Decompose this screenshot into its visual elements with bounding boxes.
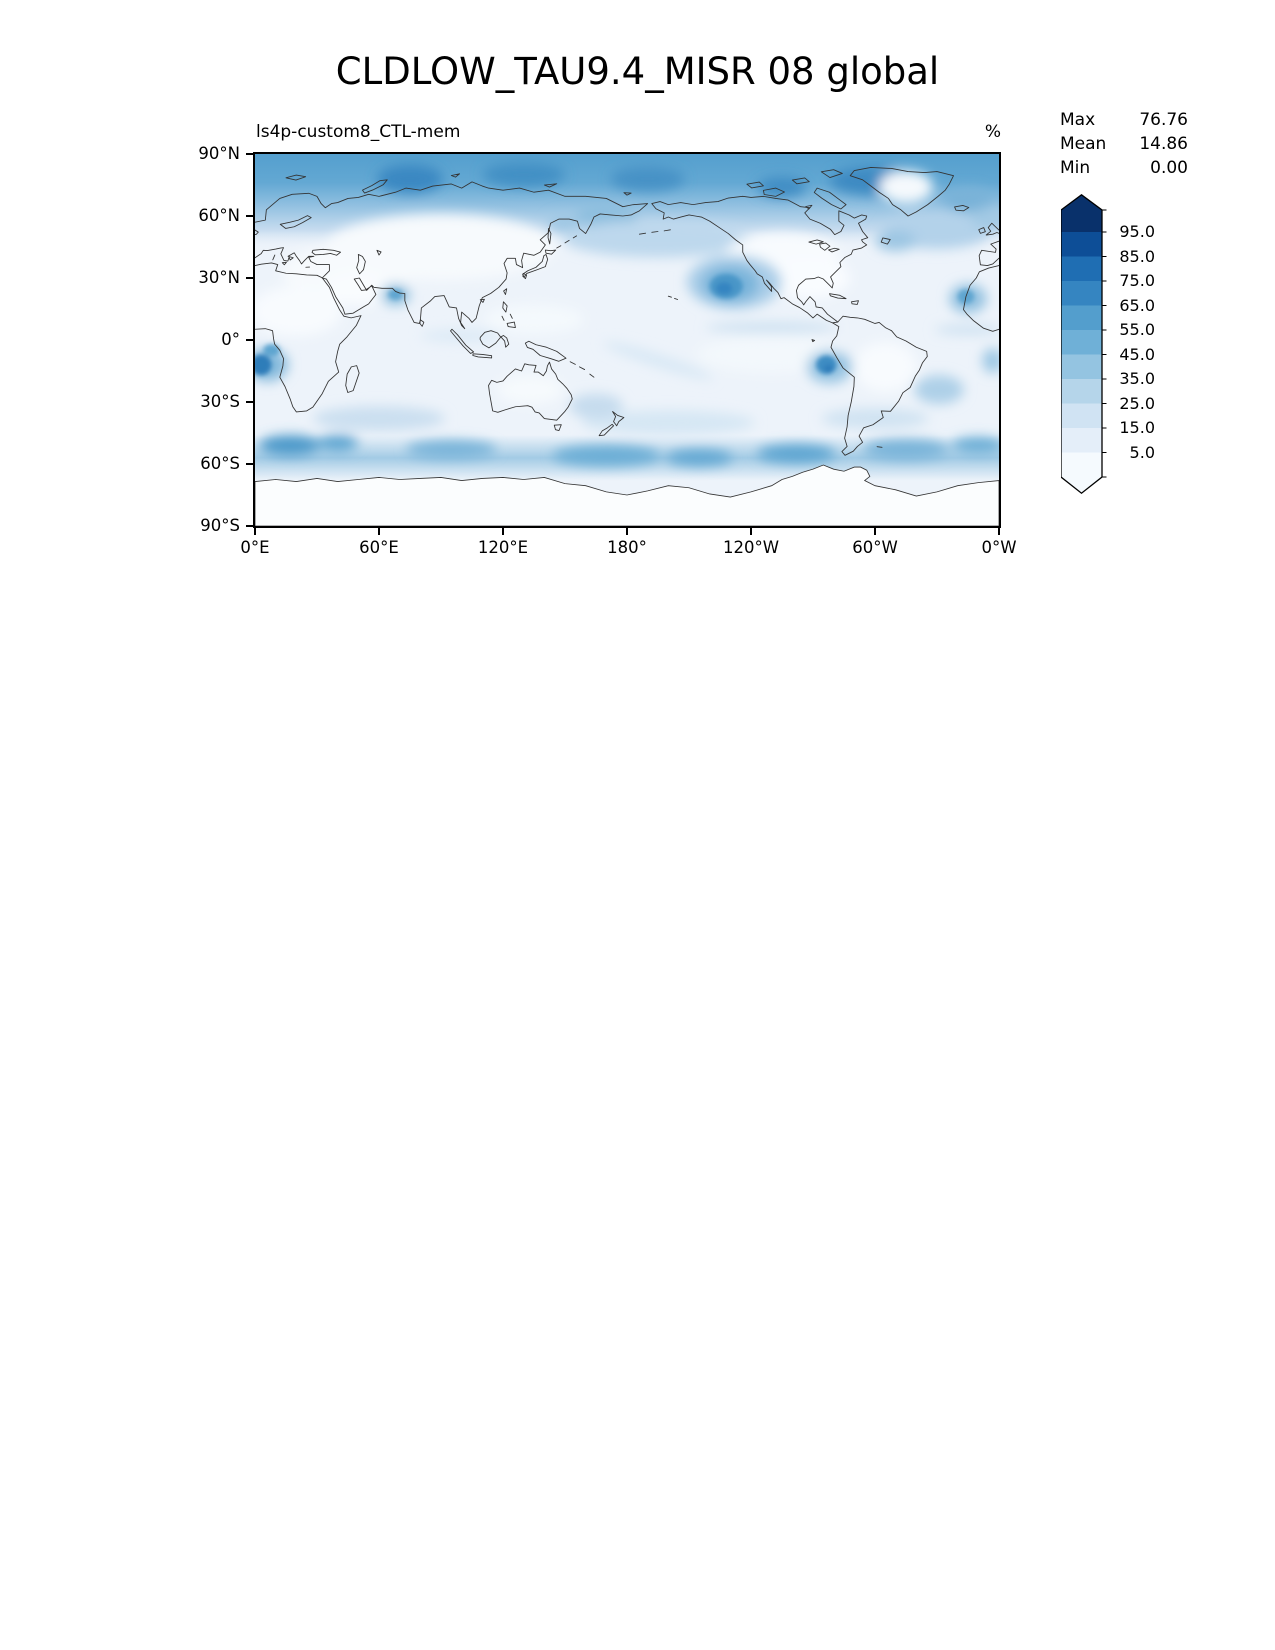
colorbar-label-45: 45.0 <box>1119 344 1155 364</box>
xtick-mark <box>502 528 504 535</box>
xtick-mark <box>874 528 876 535</box>
ytick-30s: 30°S <box>200 392 240 411</box>
xtick-mark <box>378 528 380 535</box>
colorbar-label-15: 15.0 <box>1119 418 1155 437</box>
xtick-0e: 0°E <box>240 538 270 557</box>
stat-max <box>1060 110 1188 134</box>
xtick-mark <box>626 528 628 535</box>
xtick-180: 180° <box>607 538 647 557</box>
ytick-90s: 90°S <box>200 516 240 535</box>
ytick-30n: 30°N <box>198 268 240 287</box>
ytick-mark <box>246 401 253 403</box>
ytick-mark <box>246 463 253 465</box>
ytick-60n: 60°N <box>198 206 240 225</box>
ytick-mark <box>246 339 253 341</box>
stat-mean <box>1060 134 1188 158</box>
stat-min <box>1060 158 1188 182</box>
stat-min-label: Min <box>1060 158 1091 178</box>
ytick-mark <box>246 525 253 527</box>
colorbar-label-65: 65.0 <box>1119 295 1155 315</box>
stat-mean-label: Mean <box>1060 134 1107 154</box>
ytick-mark <box>246 277 253 279</box>
xtick-60w: 60°W <box>852 538 898 557</box>
colorbar-label-35: 35.0 <box>1119 369 1155 388</box>
ytick-90n: 90°N <box>198 144 240 163</box>
dataset-label: ls4p-custom8_CTL-mem <box>256 122 461 142</box>
colorbar-label-75: 75.0 <box>1119 271 1155 290</box>
stat-max-value: 76.76 <box>1139 110 1188 130</box>
world-map <box>255 154 999 526</box>
stat-min-value: 0.00 <box>1150 158 1188 178</box>
xtick-120w: 120°W <box>722 538 780 557</box>
ytick-60s: 60°S <box>200 454 240 473</box>
stat-mean-value: 14.86 <box>1139 134 1188 154</box>
colorbar-label-25: 25.0 <box>1119 393 1155 413</box>
page-title: CLDLOW_TAU9.4_MISR 08 global <box>335 50 940 93</box>
ytick-mark <box>246 153 253 155</box>
stat-max-label: Max <box>1060 110 1096 130</box>
ytick-0: 0° <box>221 330 240 349</box>
colorbar-label-85: 85.0 <box>1119 246 1155 266</box>
ytick-mark <box>246 215 253 217</box>
colorbar-label-55: 55.0 <box>1119 320 1155 339</box>
map-plot-area <box>253 152 1001 528</box>
colorbar-label-5: 5.0 <box>1129 442 1155 462</box>
xtick-0w: 0°W <box>981 538 1017 557</box>
xtick-120e: 120°E <box>477 538 529 557</box>
units-label: % <box>984 122 1001 142</box>
xtick-mark <box>750 528 752 535</box>
colorbar-label-95: 95.0 <box>1119 222 1155 241</box>
xtick-mark <box>254 528 256 535</box>
xtick-mark <box>998 528 1000 535</box>
xtick-60e: 60°E <box>359 538 399 557</box>
